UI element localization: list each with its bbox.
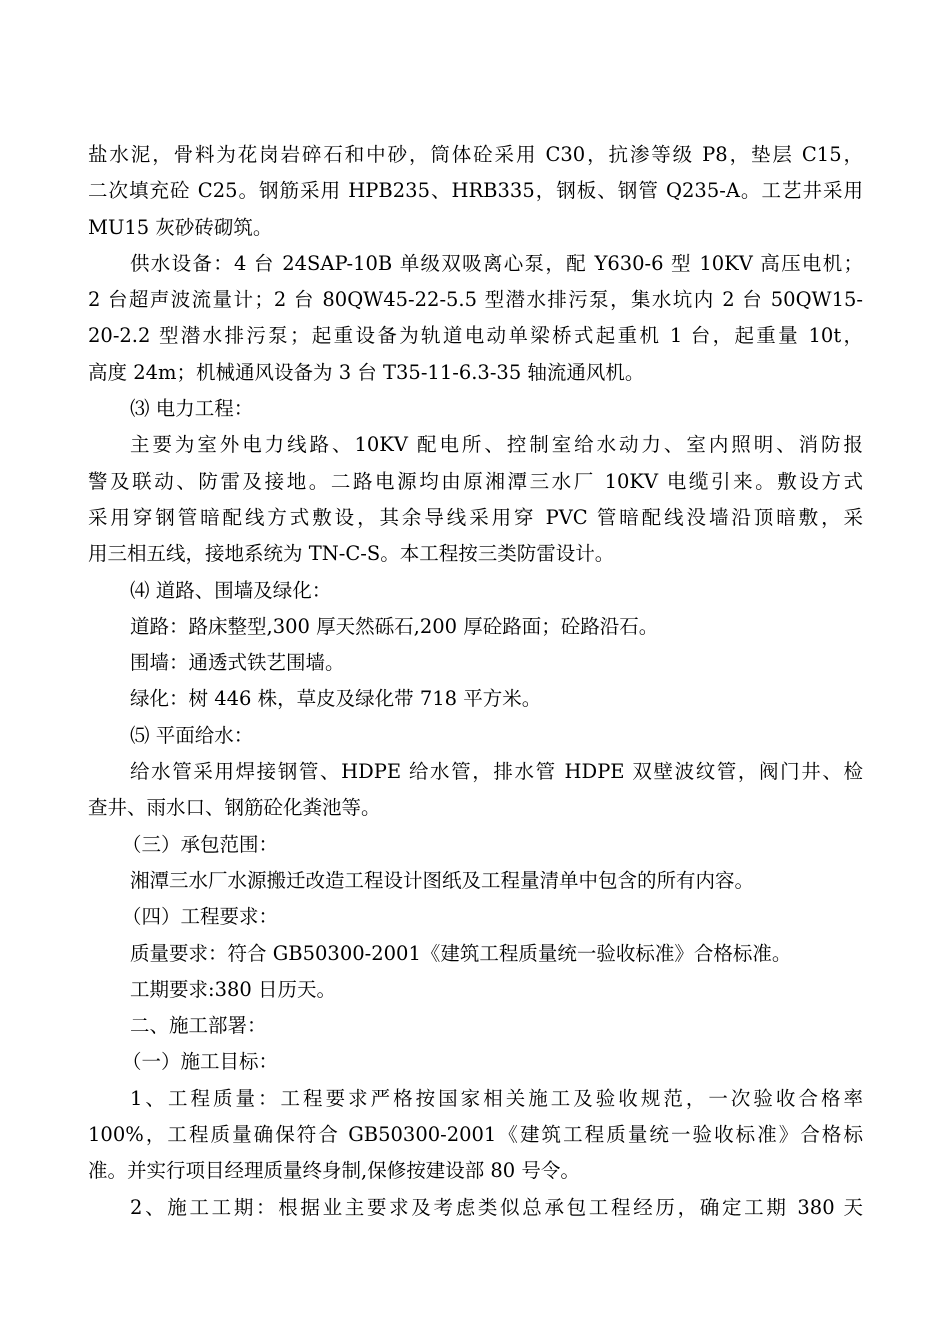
text-line: 主要为室外电力线路、10KV 配电所、控制室给水动力、室内照明、消防报 [130,433,863,457]
text-line: 2 台超声波流量计；2 台 80QW45-22-5.5 型潜水排污泵，集水坑内 2 台 50QW15- [88,288,863,312]
section-heading: （四）工程要求： [122,905,279,929]
text-line: 质量要求：符合 GB50300-2001《建筑工程质量统一验收标准》合格标准。 [130,941,792,965]
section-heading: ⑷ 道路、围墙及绿化： [130,578,332,602]
section-heading: ⑸ 平面给水： [130,723,254,747]
text-line: 高度 24m；机械通风设备为 3 台 T35-11-6.3-35 轴流通风机。 [88,360,645,384]
section-heading: （三）承包范围： [122,832,279,856]
section-heading: （一）施工目标： [122,1050,279,1074]
text-line: 给水管采用焊接钢管、HDPE 给水管，排水管 HDPE 双壁波纹管，阀门井、检 [130,760,863,784]
text-line: 盐水泥，骨料为花岗岩碎石和中砂，筒体砼采用 C30，抗渗等级 P8，垫层 C15， [88,143,863,166]
text-line: 20-2.2 型潜水排污泵；起重设备为轨道电动单梁桥式起重机 1 台，起重量 10t， [88,324,863,348]
text-line: 工期要求:380 日历天。 [130,977,336,1001]
text-line: 湘潭三水厂水源搬迁改造工程设计图纸及工程量清单中包含的所有内容。 [130,868,755,892]
text-line: 查井、雨水口、钢筋砼化粪池等。 [88,796,381,820]
document-page [88,137,863,1226]
text-line: 围墙：通透式铁艺围墙。 [130,651,345,675]
text-line: 2、施工工期：根据业主要求及考虑类似总承包工程经历，确定工期 380 天 [130,1195,863,1219]
text-line: 100%，工程质量确保符合 GB50300-2001《建筑工程质量统一验收标准》合格标 [88,1123,863,1147]
section-heading: ⑶ 电力工程： [130,397,254,421]
text-line: 道路：路床整型,300 厚天然砾石,200 厚砼路面；砼路沿石。 [130,614,659,638]
text-line: 准。并实行项目经理质量终身制,保修按建设部 80 号令。 [88,1159,580,1183]
section-heading: 二、施工部署： [130,1014,267,1038]
text-line: 警及联动、防雷及接地。二路电源均由原湘潭三水厂 10KV 电缆引来。敷设方式 [88,469,863,493]
text-line: 二次填充砼 C25。钢筋采用 HPB235、HRB335，钢板、钢管 Q235-A。工艺井采用 [88,179,863,203]
text-line: 绿化：树 446 株，草皮及绿化带 718 平方米。 [130,687,542,711]
text-line: 采用穿钢管暗配线方式敷设，其余导线采用穿 PVC 管暗配线没墙沿顶暗敷，采 [88,505,863,529]
text-line: 1、工程质量：工程要求严格按国家相关施工及验收规范，一次验收合格率 [130,1086,863,1110]
text-line: 供水设备：4 台 24SAP-10B 单级双吸离心泵，配 Y630-6 型 10KV 高压电机； [130,251,863,275]
text-line: MU15 灰砂砖砌筑。 [88,215,273,239]
text-line: 用三相五线，接地系统为 TN-C-S。本工程按三类防雷设计。 [88,542,615,566]
